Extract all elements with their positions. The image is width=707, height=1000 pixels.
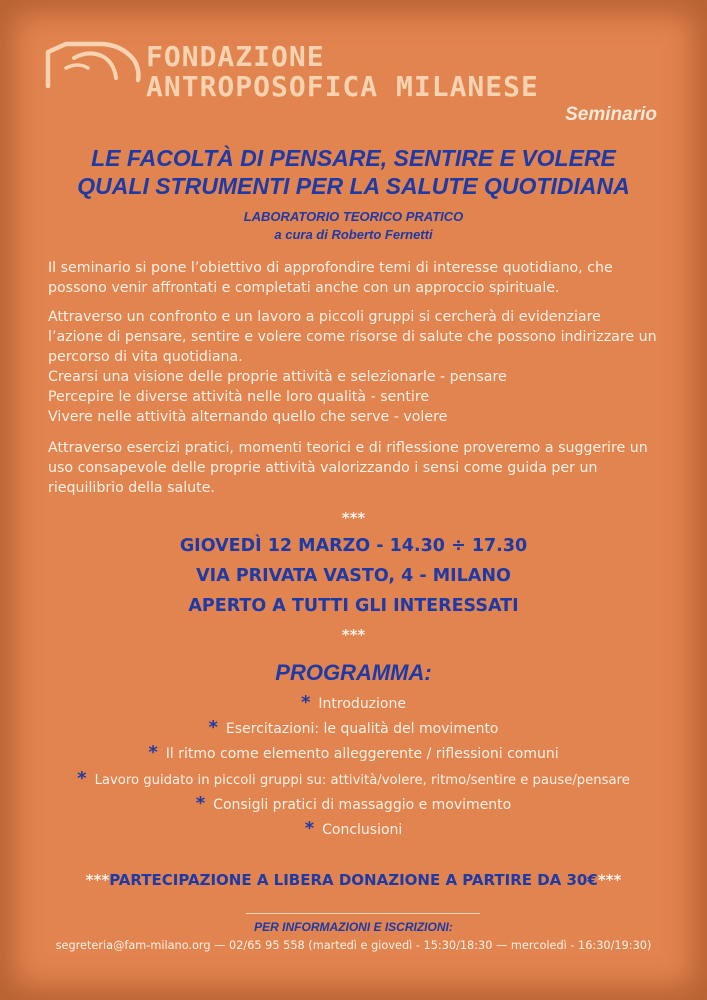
bullet-star-icon: *: [77, 768, 87, 789]
info-divider: [246, 913, 480, 914]
program-item: * Introduzione: [301, 692, 406, 713]
foundation-logo-icon: [44, 38, 142, 88]
method-paragraph: [48, 307, 660, 427]
event-audience: APERTO A TUTTI GLI INTERESSATI: [188, 596, 519, 616]
workshop-subtitle: LABORATORIO TEORICO PRATICO: [243, 209, 464, 224]
program-item: * Il ritmo come elemento alleggerente / riflessioni comuni: [148, 742, 559, 763]
method-text: Attraverso un confronto e un lavoro a piccoli gruppi si cercherà di evidenziare l’azione di pensare, sentire e volere come risorse di salute che possono indirizzare un percorso di vita quotidiana.: [48, 309, 657, 365]
method-line-volere: Vivere nelle attività alternando quello che serve - volere: [48, 409, 448, 425]
event-date: GIOVEDÌ 12 MARZO - 14.30 ÷ 17.30: [179, 536, 528, 556]
main-title-line-2: QUALI STRUMENTI PER LA SALUTE QUOTIDIANA: [77, 173, 630, 199]
bullet-star-icon: *: [301, 692, 311, 713]
bullet-star-icon: *: [208, 717, 218, 738]
program-item: * Lavoro guidato in piccoli gruppi su: attività/volere, ritmo/sentire e pause/pensare: [77, 768, 630, 789]
bullet-star-icon: *: [195, 793, 206, 814]
bullet-star-icon: *: [148, 742, 158, 763]
contact-line[interactable]: segreteria@fam-milano.org — 02/65 95 558 (martedì e giovedì - 15:30/18:30 — mercoledì - 16:30/19:30): [55, 939, 652, 952]
program-item: * Esercitazioni: le qualità del movimento: [208, 717, 499, 738]
program-item: * Consigli pratici di massaggio e movimento: [195, 793, 512, 814]
bullet-star-icon: *: [304, 818, 315, 839]
separator-top: ***: [341, 509, 366, 527]
donation-notice: ***PARTECIPAZIONE A LIBERA DONAZIONE A PARTIRE DA 30€***: [85, 871, 622, 889]
main-title-line-1: LE FACOLTÀ DI PENSARE, SENTIRE E VOLERE: [91, 145, 616, 171]
org-name-line-2: ANTROPOSOFICA MILANESE: [146, 70, 539, 103]
organization-name: [146, 42, 539, 102]
separator-bottom: ***: [341, 626, 366, 644]
org-name-line-1: FONDAZIONE: [146, 40, 325, 73]
program-item: * Conclusioni: [304, 818, 403, 839]
info-heading: PER INFORMAZIONI E ISCRIZIONI:: [254, 920, 453, 934]
closing-paragraph: Attraverso esercizi pratici, momenti teorici e di riflessione proveremo a suggerire un uso consapevole delle proprie attività valorizzando i sensi come guida per un riequilibrio della salute.: [48, 440, 648, 496]
method-line-sentire: Percepire le diverse attività nelle loro qualità - sentire: [48, 389, 430, 405]
event-type-tag: Seminario: [565, 104, 657, 125]
method-line-pensare: Crearsi una visione delle proprie attività e selezionarle - pensare: [48, 369, 507, 385]
event-location: VIA PRIVATA VASTO, 4 - MILANO: [196, 566, 511, 586]
curator-line: a cura di Roberto Fernetti: [274, 227, 433, 242]
intro-paragraph: Il seminario si pone l’obiettivo di approfondire temi di interesse quotidiano, che possono venir affrontati e completati anche con un approccio spirituale.: [48, 260, 613, 296]
program-title: PROGRAMMA:: [275, 660, 432, 685]
